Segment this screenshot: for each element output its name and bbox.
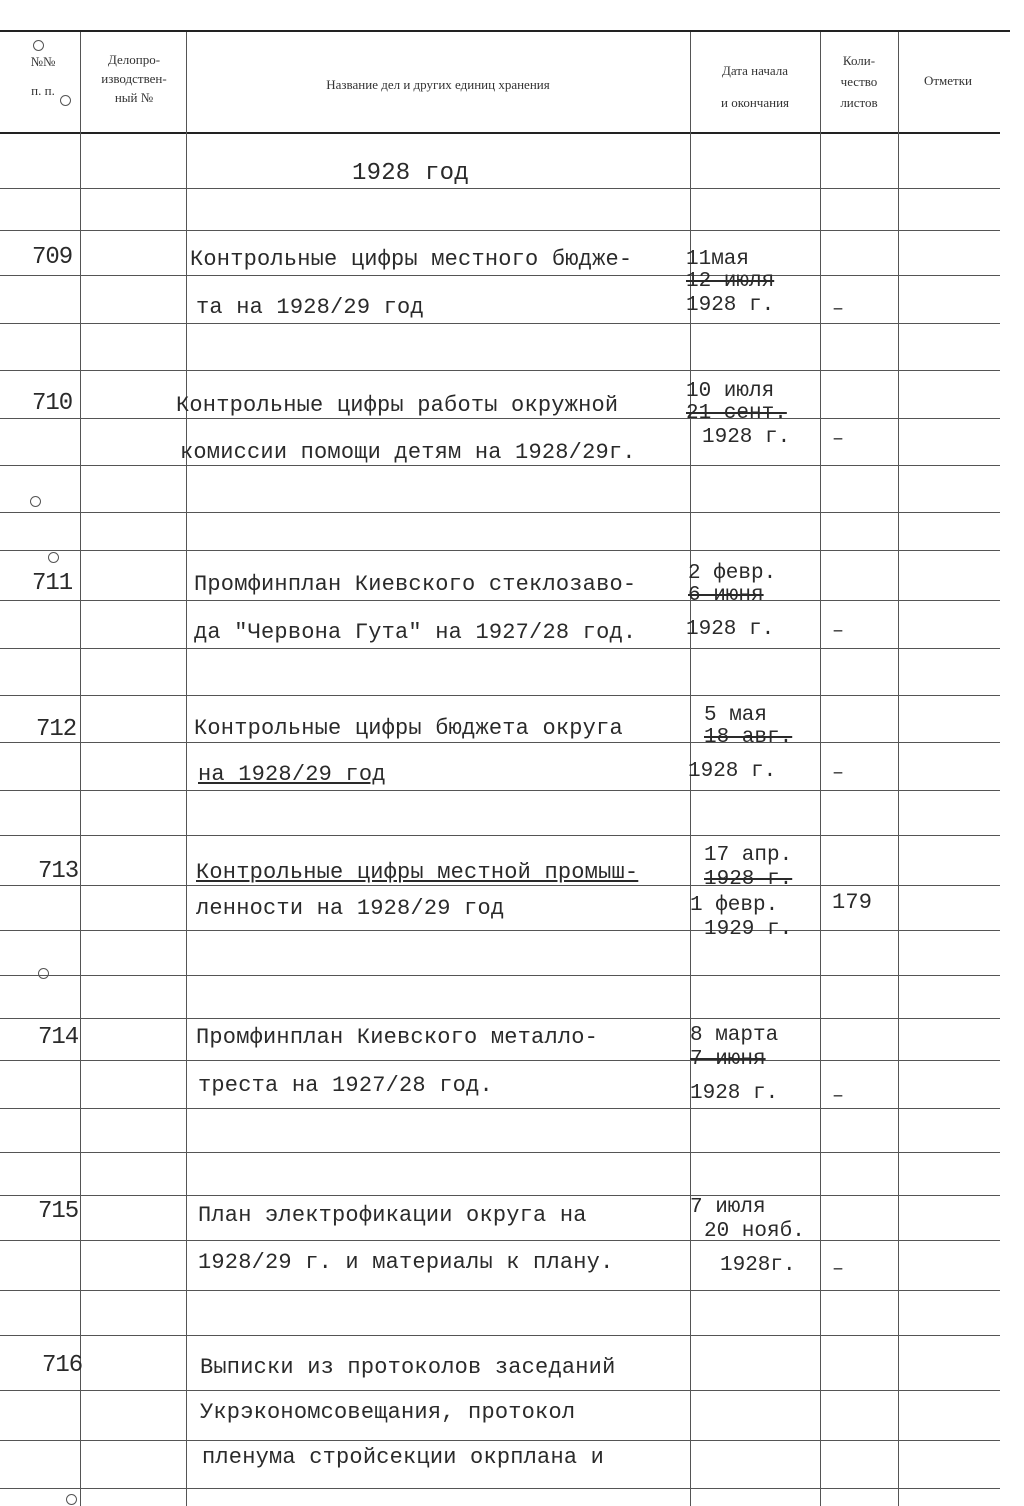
row-line [0, 885, 1000, 886]
record-title-line: да "Червона Гута" на 1927/28 год. [194, 620, 637, 645]
row-line [0, 790, 1000, 791]
row-line [0, 1335, 1000, 1336]
row-line [0, 1290, 1000, 1291]
binding-hole [48, 552, 59, 563]
record-title-line: комиссии помощи детям на 1928/29г. [180, 440, 636, 465]
row-line [0, 1108, 1000, 1109]
row-line [0, 648, 1000, 649]
record-sheet-count: – [832, 620, 845, 643]
record-number: 714 [38, 1024, 79, 1051]
row-line [0, 512, 1000, 513]
record-date: 1 февр. [690, 894, 779, 917]
record-title-line: План электрофикации округа на [198, 1203, 587, 1228]
header-number: №№ п. п. [30, 54, 56, 98]
record-date: 18 авг. [704, 726, 793, 749]
record-date: 7 июля [690, 1196, 766, 1219]
row-line [0, 1488, 1000, 1489]
record-sheet-count: – [832, 762, 845, 785]
record-title-line: треста на 1927/28 год. [198, 1073, 493, 1098]
row-line [0, 188, 1000, 189]
row-line [0, 1390, 1000, 1391]
record-date: 1929 г. [704, 918, 793, 941]
record-date: 17 апр. [704, 844, 793, 867]
binding-hole [30, 496, 41, 507]
header-notes: Отметки [923, 73, 973, 88]
record-title-line: Контрольные цифры бюджета округа [194, 716, 623, 741]
record-date: 21 сент. [686, 402, 787, 425]
row-line [0, 1440, 1000, 1441]
header-office-number: Делопро- изводствен- ный № [101, 52, 167, 105]
row-line [0, 695, 1000, 696]
record-title-line: ленности на 1928/29 год [196, 896, 505, 921]
record-number: 715 [38, 1198, 79, 1225]
record-date: 7 июня [690, 1048, 766, 1071]
row-line [0, 600, 1000, 601]
row-line [0, 275, 1000, 276]
record-number: 711 [32, 570, 73, 597]
record-title-line: Контрольные цифры местной промыш- [196, 860, 639, 885]
record-date: 12 июля [686, 270, 775, 293]
binding-hole [60, 95, 71, 106]
record-date: 1928 г. [690, 1082, 779, 1105]
record-number: 709 [32, 244, 73, 271]
record-date: 11мая [686, 248, 750, 271]
record-title-line: пленума стройсекции окрплана и [202, 1445, 605, 1470]
col-divider-2 [186, 32, 187, 1506]
record-sheet-count: – [832, 428, 845, 451]
row-line [0, 550, 1000, 551]
row-line [0, 1060, 1000, 1061]
header-dates: Дата начала и окончания [720, 63, 790, 110]
record-title-line: 1928/29 г. и материалы к плану. [198, 1250, 614, 1275]
record-number: 710 [32, 390, 73, 417]
binding-hole [33, 40, 44, 51]
record-date: 1928 г. [704, 868, 793, 891]
binding-hole [66, 1494, 77, 1505]
row-line [0, 465, 1000, 466]
row-line [0, 418, 1000, 419]
record-date: 1928 г. [686, 294, 775, 317]
row-line [0, 323, 1000, 324]
record-number: 716 [42, 1352, 83, 1379]
record-date: 20 нояб. [704, 1220, 805, 1243]
record-date: 5 мая [704, 704, 768, 727]
row-line [0, 1240, 1000, 1241]
record-date: 6 июня [688, 584, 764, 607]
record-number: 713 [38, 858, 79, 885]
record-title-line: на 1928/29 год [198, 762, 386, 787]
header-title: Название дел и других единиц хранения [326, 77, 550, 92]
record-date: 8 марта [690, 1024, 779, 1047]
record-date: 1928 г. [686, 618, 775, 641]
top-border [0, 30, 1010, 32]
record-sheet-count: – [832, 298, 845, 321]
row-line [0, 742, 1000, 743]
record-title-line: Укрэкономсовещания, протокол [200, 1400, 576, 1425]
header-bottom-border [0, 132, 1000, 134]
col-divider-1 [80, 32, 81, 1506]
record-date: 1928 г. [702, 426, 791, 449]
row-line [0, 1018, 1000, 1019]
record-number: 712 [36, 716, 77, 743]
record-date: 2 февр. [688, 562, 777, 585]
row-line [0, 370, 1000, 371]
record-title-line: Выписки из протоколов заседаний [200, 1355, 616, 1380]
row-line [0, 975, 1000, 976]
record-title-line: Контрольные цифры работы окружной [176, 393, 619, 418]
record-date: 10 июля [686, 380, 775, 403]
col-divider-4 [820, 32, 821, 1506]
record-title-line: Контрольные цифры местного бюдже- [190, 247, 633, 272]
row-line [0, 835, 1000, 836]
year-heading: 1928 год [352, 160, 469, 187]
record-title-line: Промфинплан Киевского металло- [196, 1025, 599, 1050]
row-line [0, 230, 1000, 231]
row-line [0, 930, 1000, 931]
record-sheet-count: – [832, 1085, 845, 1108]
row-line [0, 1152, 1000, 1153]
record-title-line: та на 1928/29 год [196, 295, 424, 320]
record-sheet-count: – [832, 1258, 845, 1281]
record-date: 1928 г. [688, 760, 777, 783]
record-title-line: Промфинплан Киевского стеклозаво- [194, 572, 637, 597]
col-divider-5 [898, 32, 899, 1506]
record-sheet-count: 179 [832, 890, 873, 915]
row-line [0, 1195, 1000, 1196]
binding-hole [38, 968, 49, 979]
header-count: Коли- чество листов [840, 53, 878, 110]
record-date: 1928г. [720, 1254, 796, 1277]
